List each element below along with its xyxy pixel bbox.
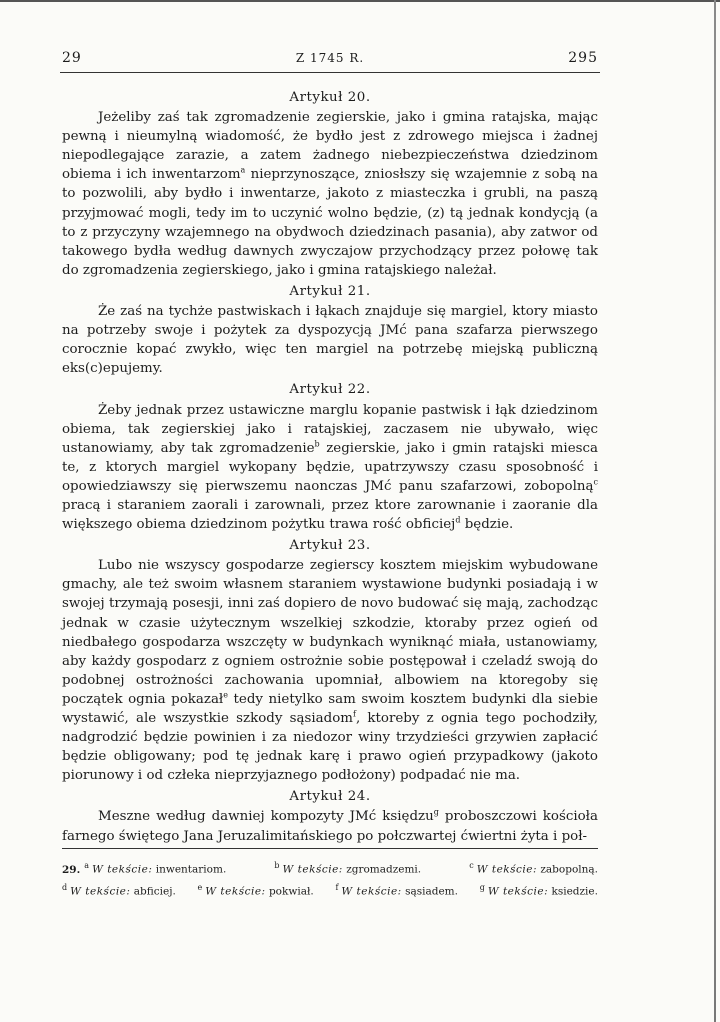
footnote-item [335,879,458,901]
article-heading: Artykuł 21. [289,283,371,299]
footnote-row [62,857,598,879]
page-edge [714,0,716,1022]
paragraph-text: proboszczowi kościoła farnego świętego Jana Jeruzalimitańskiego po połczwartej ćwiertni żyta i poł- [62,809,598,844]
paragraph-text: Że zaś na tychże pastwiskach i łąkach znajduje się margiel, ktory miasto na potrzeby swoje i pożytek za dyspozycją JMć pana szafarza pierwszego corocznie kopać zwykło, więc ten margiel na potrzebę miejską publiczną eks(c)epujemy. [62,304,598,377]
footnote-mark: d [62,882,68,892]
page-number-left: 29 [62,50,82,66]
paragraph-text: zegierskie, jako i gmin ratajski miesca te, z ktorych margiel wykopany będzie, upatrzywszy czasu sposobność i opowiedziawszy się pierwszemu naonczas JMć panu szafarzowi, zobopolną [62,440,598,494]
footnote-label: W tekście: [282,863,343,876]
footnote-text: inwentariom. [155,863,227,876]
article-heading: Artykuł 24. [289,789,371,805]
running-title: Z 1745 R. [295,51,365,65]
footnote-label: W tekście: [92,863,153,876]
footnote-mark: f [335,882,339,892]
footnote-item [469,857,598,879]
article-paragraph [62,807,598,845]
footnote-text: zabopolną. [540,863,598,876]
footnote-text: zgromadzemi. [346,863,422,876]
paragraph-text: , ktoreby z ognia tego pochodziły, nadgrodzić będzie powinien i za niedozor winy trzydzieści grzywien zapłacić będzie obligowany; pod tę jednak karę i prawo ogień przypadkowy (jakoto piorunowy i od człeka nieprzyjaznego podłożony) podpadać nie ma. [62,711,598,784]
paragraph-text: Lubo nie wszyscy gospodarze zegierscy kosztem miejskim wybudowane gmachy, ale też swoim własnem staraniem wystawione budynki posiadają i w swojej trzymają posesji, inni zaś dopiero de novo budować się mają, zachodząc jednak w czasie użytecznym wszelkiej szkodzie, ktoraby przez ogień od niedbałego gospodarza wszczęty w budynkach wyniknąć miała, ustanowiamy, aby każdy gospodarz z ogniem ostrożnie sobie postępował i czeladź swoją do podobnej ostrożności zachowania upomniał, albowiem na ktoregoby się początek ognia pokazał [62,558,598,707]
footnote-mark: b [274,861,280,870]
article-paragraph [62,556,598,785]
article-paragraph [62,302,598,378]
page-number-right: 295 [568,50,598,66]
footnote-reference: e [223,690,229,700]
paragraph-text: Jeżeliby zaś tak zgromadzenie zegierskie, jako i gmina ratajska, mając pewną i nieumylną wiadomość, że bydło jest z zdrowego miejsca i żadnej niepodlegające zarazie, a zatem żadnego niebezpieczeństwa dziedzinom obiema i ich inwentarzom [62,110,598,183]
paragraph-text: Żeby jednak przez ustawiczne marglu kopanie pastwisk i łąk dziedzinom obiema, tak zegierskiej jako i ratajskiej, zaczasem nie ubywało, więc ustanowiamy, aby tak zgromadzenie [62,402,598,456]
running-head [62,50,598,72]
paragraph-text: pracą i staraniem zaorali i zarownali, przez ktore zarownanie i zaoranie dla większego obiema dziedzinom pożytku trawa rość obficiej [62,497,598,533]
footnote-mark: e [197,882,203,892]
paragraph-text: nieprzynoszące, zniosłszy się wzajemnie z sobą na to pozwolili, aby bydło i inwentarze, jakoto z miasteczka i grubli, na paszą przyjmować mogli, tedy im to uczynić wolno będzie, (z) tą jednak kondycją (a to z przyczyny wzajemnego na obydwoch dziedzinach pasania), aby zatwor od takowego bydła według dawnych zwyczajow przychodzący przez połowę tak do zgromadzenia zegierskiego, jako i gmina ratajskiego należał. [62,167,598,278]
footnote-label: W tekście: [70,885,131,897]
article-heading: Artykuł 23. [289,538,371,554]
footnote-item [62,879,176,901]
footnote-reference: f [352,709,356,719]
paragraph-text: będzie. [460,517,514,533]
footnote-text: sąsiadem. [405,885,458,897]
footnote-label: W tekście: [476,863,538,876]
footnote-mark: c [469,861,474,870]
article-paragraph [62,108,598,280]
footnote-mark: g [479,882,485,892]
article-paragraph [62,401,598,535]
footnote-number: 29. [62,863,81,876]
article-heading: Artykuł 22. [289,382,371,398]
footnote-item [274,857,421,879]
footnote-reference: d [455,515,461,525]
footnote-reference: b [314,439,320,449]
footnote-label: W tekście: [341,885,402,897]
paragraph-text: Meszne według dawniej kompozyty JMć księdzu [98,809,434,825]
footnote-row [62,879,598,901]
footnote-text: abficiej. [133,885,176,897]
footnote-reference: g [433,808,439,817]
footnote-text: pokwiał. [268,885,314,897]
top-edge-rule [0,0,720,2]
footnote-reference: a [240,165,246,175]
footnote-reference: c [593,477,598,487]
footnote-mark: a [84,861,90,870]
footnote-item [480,879,598,901]
footnote-text: ksiedzie. [551,885,598,897]
footnote-label: W tekście: [487,885,549,897]
paragraph-text: tedy nietylko sam swoim kosztem budynki dla siebie wystawić, ale wszystkie szkody sąsiadom [62,691,598,726]
document-body [62,88,598,848]
footnote-item [198,879,314,901]
footnote-label: W tekście: [205,885,266,897]
footnote-item [62,857,226,879]
header-rule [60,72,600,73]
article-heading: Artykuł 20. [289,90,371,105]
footnotes [62,848,598,900]
